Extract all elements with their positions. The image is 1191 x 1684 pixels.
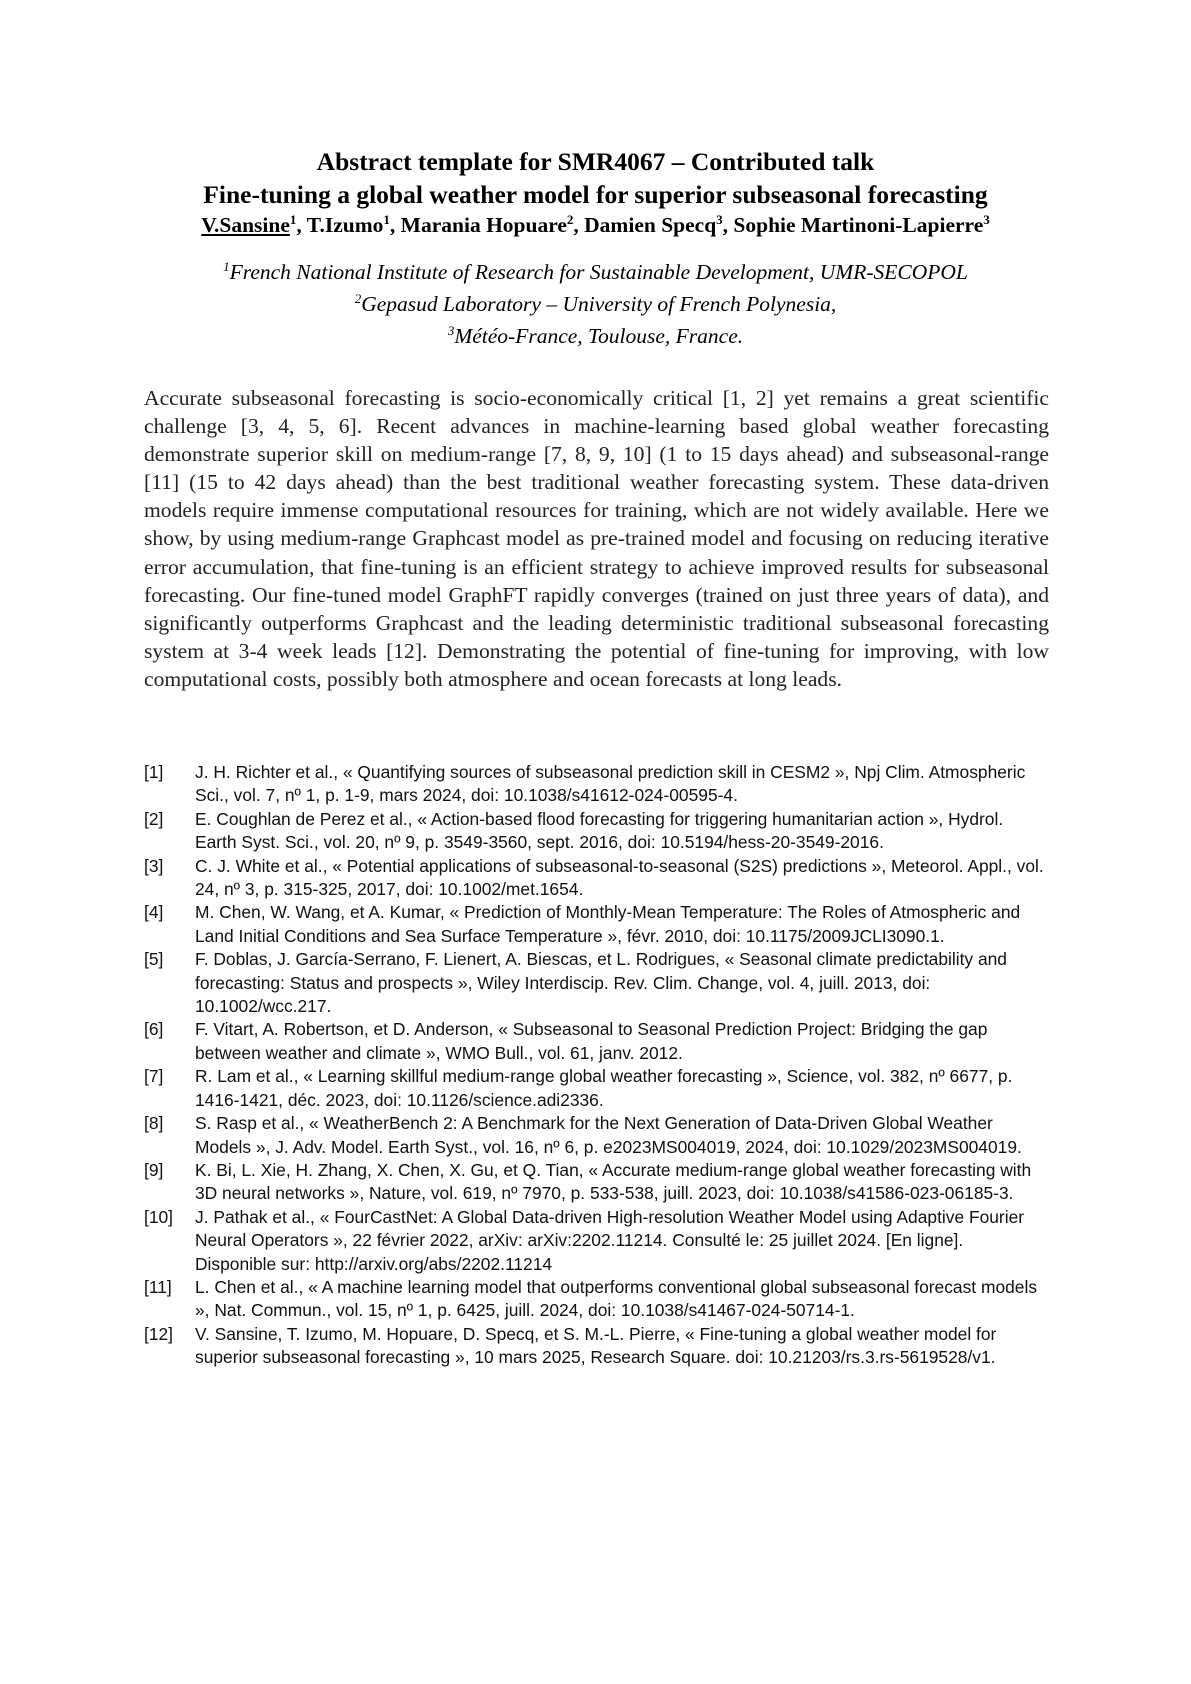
reference-number: [2] bbox=[144, 808, 164, 829]
author-list bbox=[80, 210, 1111, 240]
author-affiliation-marker: 1 bbox=[383, 211, 390, 227]
reference-number: [4] bbox=[144, 902, 164, 923]
reference-text: C. J. White et al., « Potential applications of subseasonal-to-seasonal (S2S) predictions », Meteorol. Appl., vol. 24, nº 3, p. 315-325, 2017, doi: 10.1002/met.1654. bbox=[195, 855, 1044, 900]
author-separator: , bbox=[573, 213, 585, 237]
author-affiliation-marker: 2 bbox=[566, 211, 574, 227]
reference-number: [7] bbox=[144, 1066, 164, 1087]
reference-text: F. Doblas, J. García-Serrano, F. Lienert, A. Biescas, et L. Rodrigues, « Seasonal climate predictability and forecasting: Status and prospects », Wiley Interdiscip. Rev. Clim. Change, vol. 4, juill. 2013, doi: 10.1002/wcc.217. bbox=[195, 949, 1007, 1017]
reference-number: [1] bbox=[144, 762, 164, 782]
reference-item bbox=[144, 1206, 1049, 1276]
affiliation bbox=[80, 256, 1111, 288]
reference-text: E. Coughlan de Perez et al., « Action-based flood forecasting for triggering humanitarian action », Hydrol. Earth Syst. Sci., vol. 20, nº 9, p. 3549-3560, sept. 2016, doi: 10.5194/hess-20-3549-2016. bbox=[195, 808, 1004, 853]
reference-item bbox=[144, 1159, 1049, 1206]
affiliation bbox=[80, 320, 1111, 352]
author-name: Sophie Martinoni-Lapierre bbox=[733, 213, 984, 237]
reference-item bbox=[144, 948, 1049, 1018]
affiliation-marker: 1 bbox=[223, 258, 230, 274]
reference-text: F. Vitart, A. Robertson, et D. Anderson, « Subseasonal to Seasonal Prediction Project: Bridging the gap between weather and climate », WMO Bull., vol. 61, janv. 2012. bbox=[195, 1019, 988, 1063]
reference-item bbox=[144, 1323, 1049, 1370]
reference-text: M. Chen, W. Wang, et A. Kumar, « Prediction of Monthly-Mean Temperature: The Roles of Atmospheric and Land Initial Conditions and Sea Surface Temperature », févr. 2010, doi: 10.1175/2009JCLI3090.1. bbox=[195, 902, 1021, 946]
reference-number: [10] bbox=[144, 1206, 174, 1227]
author-name: Marania Hopuare bbox=[400, 213, 567, 237]
reference-list bbox=[144, 761, 1049, 1370]
author-separator: , bbox=[722, 213, 734, 237]
title-line-1: Abstract template for SMR4067 – Contributed talk bbox=[316, 147, 875, 176]
reference-text: L. Chen et al., « A machine learning model that outperforms conventional global subseasonal forecast models », Nat. Commun., vol. 15, nº 1, p. 6425, juill. 2024, doi: 10.1038/s41467-024-50714-1. bbox=[195, 1276, 1038, 1321]
author-separator: , bbox=[296, 213, 307, 237]
reference-text: V. Sansine, T. Izumo, M. Hopuare, D. Specq, et S. M.-L. Pierre, « Fine-tuning a global weather model for superior subseasonal forecasting », 10 mars 2025, Research Square. doi: 10.21203/rs.3.rs-5619528/v1. bbox=[195, 1323, 997, 1368]
reference-item bbox=[144, 808, 1049, 855]
author-affiliation-marker: 1 bbox=[289, 211, 297, 227]
reference-text: K. Bi, L. Xie, H. Zhang, X. Chen, X. Gu, et Q. Tian, « Accurate medium-range global weather forecasting with 3D neural networks », Nature, vol. 619, nº 7970, p. 533-538, juill. 2023, doi: 10.1038/s41586-023-06185-3. bbox=[195, 1159, 1032, 1204]
affiliation-list bbox=[80, 256, 1111, 352]
document-header bbox=[80, 145, 1111, 240]
affiliation bbox=[80, 288, 1111, 320]
paper-title: Fine-tuning a global weather model for superior subseasonal forecasting bbox=[203, 180, 988, 209]
reference-text: R. Lam et al., « Learning skillful medium-range global weather forecasting », Science, vol. 382, nº 6677, p. 1416-1421, déc. 2023, doi: 10.1126/science.adi2336. bbox=[195, 1066, 1013, 1110]
author-name: T.Izumo bbox=[306, 213, 384, 237]
author-name: Damien Specq bbox=[584, 213, 717, 237]
reference-item bbox=[144, 855, 1049, 902]
affiliation-text: Gepasud Laboratory – University of French Polynesia, bbox=[361, 292, 837, 316]
author-name: V.Sansine bbox=[201, 213, 290, 237]
abstract-paragraph: Accurate subseasonal forecasting is socio-economically critical [1, 2] yet remains a great scientific challenge [3, 4, 5, 6]. Recent advances in machine-learning based global weather forecasting demonstrate superior skill on medium-range [7, 8, 9, 10] (1 to 15 days ahead) and subseasonal-range [11] (15 to 42 days ahead) than the best traditional weather forecasting system. These data-driven models require immense computational resources for training, which are not widely available. Here we show, by using medium-range Graphcast model as pre-trained model and focusing on reducing iterative error accumulation, that fine-tuning is an efficient strategy to achieve improved results for subseasonal forecasting. Our fine-tuned model GraphFT rapidly converges (trained on just three years of data), and significantly outperforms Graphcast and the leading deterministic traditional subseasonal forecasting system at 3-4 week leads [12]. Demonstrating the potential of fine-tuning for improving, with low computational costs, possibly both atmosphere and ocean forecasts at long leads. bbox=[144, 386, 1049, 691]
reference-number: [3] bbox=[144, 855, 164, 876]
reference-number: [6] bbox=[144, 1019, 164, 1040]
affiliation-marker: 2 bbox=[354, 290, 362, 306]
reference-text: S. Rasp et al., « WeatherBench 2: A Benchmark for the Next Generation of Data-Driven Global Weather Models », J. Adv. Model. Earth Syst., vol. 16, nº 6, p. e2023MS004019, 2024, doi: 10.1029/2023MS004019. bbox=[195, 1113, 1022, 1157]
reference-item bbox=[144, 1276, 1049, 1323]
author-separator: , bbox=[389, 213, 401, 237]
reference-number: [5] bbox=[144, 949, 164, 970]
author-affiliation-marker: 3 bbox=[716, 211, 723, 227]
reference-item bbox=[144, 1018, 1049, 1065]
reference-item bbox=[144, 901, 1049, 948]
reference-text: J. Pathak et al., « FourCastNet: A Global Data-driven High-resolution Weather Model using Adaptive Fourier Neural Operators », 22 février 2022, arXiv: arXiv:2202.11214. Consulté le: 25 juillet 2024. [En ligne]. Disponible sur: http://arxiv.org/abs/2202.11214 bbox=[195, 1206, 1025, 1274]
affiliation-text: French National Institute of Research for Sustainable Development, UMR-SECOPOL bbox=[229, 260, 968, 284]
reference-text: J. H. Richter et al., « Quantifying sources of subseasonal prediction skill in CESM2 », Npj Clim. Atmospheric Sci., vol. 7, nº 1, p. 1-9, mars 2024, doi: 10.1038/s41612-024-00595-4. bbox=[195, 762, 1026, 806]
affiliation-text: Météo-France, Toulouse, France. bbox=[454, 324, 744, 348]
reference-number: [8] bbox=[144, 1113, 164, 1134]
reference-item bbox=[144, 761, 1049, 808]
author-affiliation-marker: 3 bbox=[983, 211, 990, 227]
reference-item bbox=[144, 1112, 1049, 1159]
reference-number: [11] bbox=[144, 1276, 172, 1297]
reference-number: [12] bbox=[144, 1323, 174, 1344]
affiliation-marker: 3 bbox=[447, 322, 455, 338]
reference-number: [9] bbox=[144, 1159, 164, 1180]
reference-item bbox=[144, 1065, 1049, 1112]
